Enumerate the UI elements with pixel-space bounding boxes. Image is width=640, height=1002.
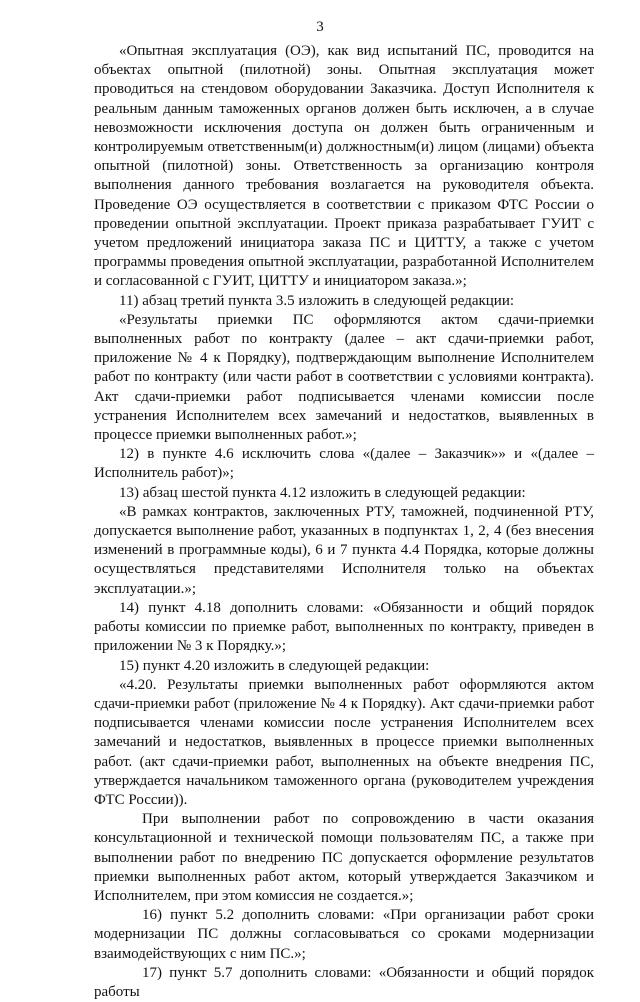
paragraph-1-quote-oe: «Опытная эксплуатация (ОЭ), как вид испытаний ПС, проводится на объектах опытной (пилотной) зоны. Опытная эксплуатация может проводиться на стендовом оборудовании Заказчика. Доступ Исполнителя к реальным данным таможенных органов должен быть исключен, а в случае невозможности исключения доступа он должен быть ограниченным и контролируемым ответственным(и) должностным(и) лицом (лицами) объекта опытной (пилотной) зоны. Ответственность за организацию контроля выполнения данного требования возлагается на руководителя объекта. Проведение ОЭ осуществляется в соответствии с приказом ФТС России о проведении опытной эксплуатации. Проект приказа разрабатывает ГУИТ с учетом предложений инициатора заказа ПС и ЦИТТУ, а также с учетом программы проведения опытной эксплуатации, разработанной Исполнителем и согласованной с ГУИТ, ЦИТТУ и инициатором заказа.»; [94,43,594,290]
paragraph-12-item-17: 17) пункт 5.7 дополнить словами: «Обязанности и общий порядок работы [94,964,594,1000]
paragraph-11-item-16: 16) пункт 5.2 дополнить словами: «При организации работ сроки модернизации ПС должны согласовываться со сроками модернизации взаимодействующих с ним ПС.»; [94,907,594,962]
paragraph-6-quote-contracts: «В рамках контрактов, заключенных РТУ, таможней, подчиненной РТУ, допускается выполнение работ, указанных в подпунктах 1, 2, 4 (без внесения изменений в программные коды), 6 и 7 пункта 4.4 Порядка, которые должны осуществляться представителями Исполнителя только на объектах эксплуатации.»; [94,503,594,597]
document-body [94,42,594,1002]
paragraph-2-item-11: 11) абзац третий пункта 3.5 изложить в следующей редакции: [119,292,515,309]
paragraph-4-item-12: 12) в пункте 4.6 исключить слова «(далее – Заказчик»» и «(далее – Исполнитель работ)»; [94,446,594,482]
paragraph-5-item-13: 13) абзац шестой пункта 4.12 изложить в следующей редакции: [119,484,526,501]
paragraph-9-quote-4-20: «4.20. Результаты приемки выполненных работ оформляются актом сдачи-приемки работ (приложение № 4 к Порядку). Акт сдачи-приемки работ подписывается членами комиссии после устранения Исполнителем всех замечаний и недостатков, выявленных в процессе приемки выполненных работ. (акт сдачи-приемки работ, выполненных на объекте внедрения ПС, утверждается начальником таможенного органа (руководителем учреждения ФТС России)). [94,676,594,808]
paragraph-7-item-14: 14) пункт 4.18 дополнить словами: «Обязанности и общий порядок работы комиссии по приемке работ, выполненных по контракту, приведен в приложении № 3 к Порядку.»; [94,599,594,655]
page-number: 3 [316,19,324,35]
paragraph-10-support-works: При выполнении работ по сопровождению в части оказания консультационной и технической помощи пользователям ПС, а также при выполнении работ по внедрению ПС допускается оформление результатов приемки выполненных работ актом, который утверждается Заказчиком и Исполнителем, при этом комиссия не создается.»; [94,811,594,904]
paragraph-8-item-15: 15) пункт 4.20 изложить в следующей редакции: [119,657,430,674]
paragraph-3-quote-results: «Результаты приемки ПС оформляются актом сдачи-приемки выполненных работ по контракту (далее – акт сдачи-приемки работ, приложение № 4 к Порядку), подтверждающим выполнение Исполнителем работ по контракту (или части работ в соответствии с условиями контракта). Акт сдачи-приемки работ подписывается членами комиссии после устранения Исполнителем всех замечаний и недостатков, выявленных в процессе приемки выполненных работ.»; [94,311,594,444]
